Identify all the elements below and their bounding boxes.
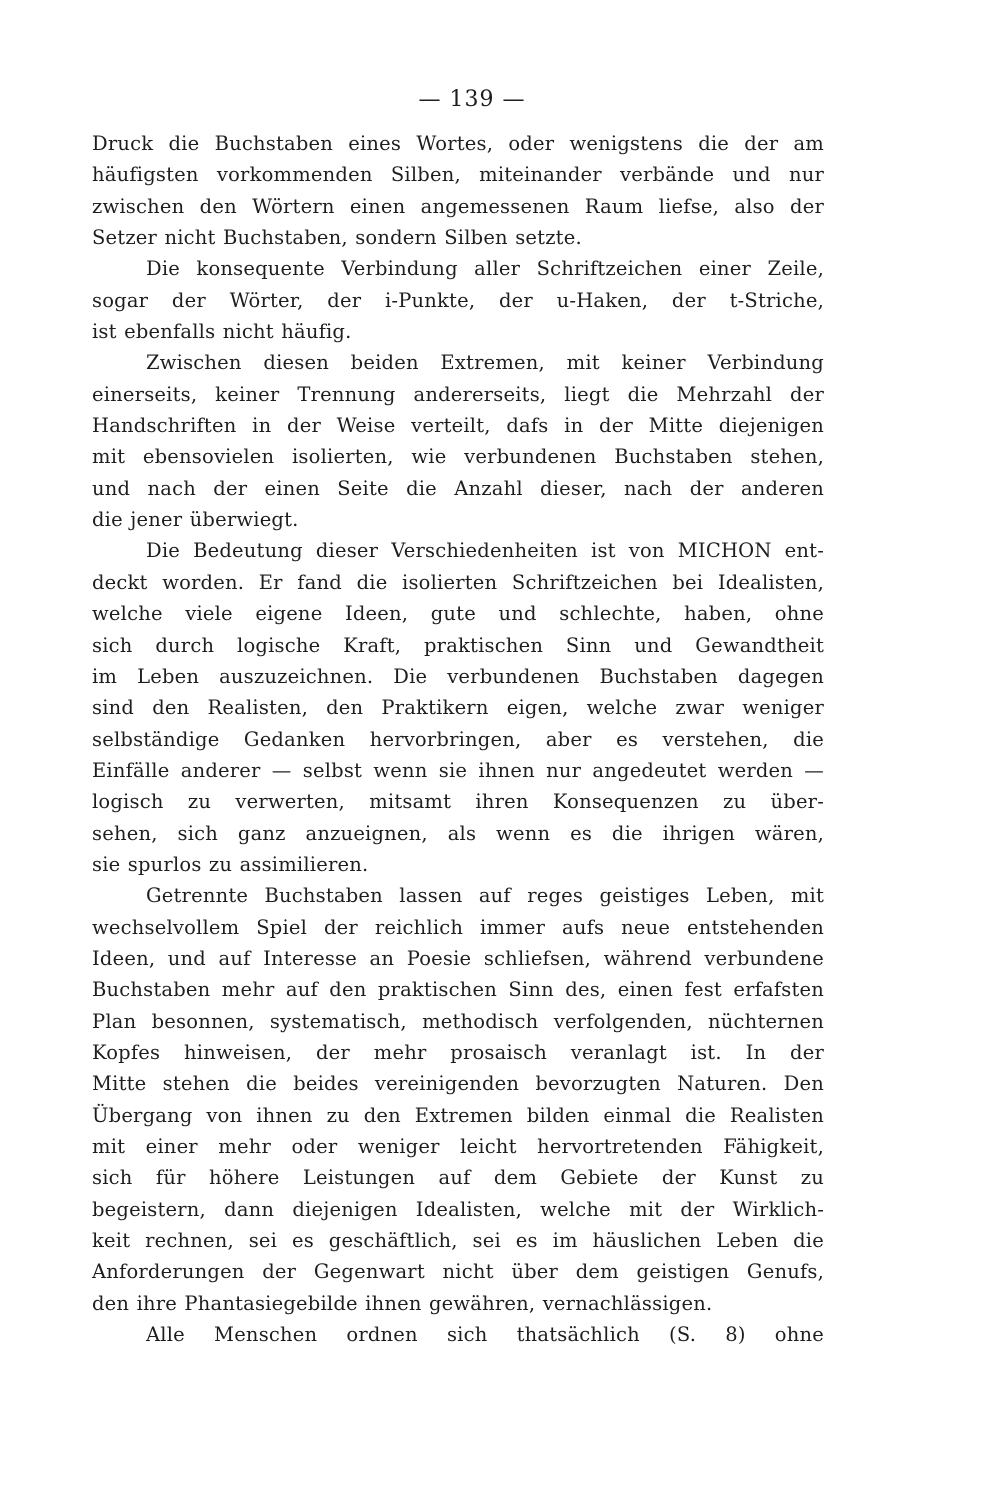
text-line: sie spurlos zu assimilieren. [92,852,369,876]
text-line: Druck die Buchstaben eines Wortes, oder wenigstens die der am [92,132,824,155]
text-line: Plan besonnen, systematisch, methodisch verfolgenden, nüchternen [92,1009,824,1033]
text-line: sogar der Wörter, der i-Punkte, der u-Haken, der t-Striche, [92,288,824,312]
text-line: ist ebenfalls nicht häufig. [92,320,352,344]
text-line: sehen, sich ganz anzueignen, als wenn es die ihrigen wären, [92,821,824,845]
text-line: sich für höhere Leistungen auf dem Gebiete der Kunst zu [92,1166,824,1190]
text-line: Buchstaben mehr auf den praktischen Sinn des, einen fest erfafsten [92,978,824,1002]
text-line: zwischen den Wörtern einen angemessenen Raum liefse, also der [92,194,824,218]
book-page [92,82,824,1350]
text-line: begeistern, dann diejenigen Idealisten, welche mit der Wirklich- [92,1197,824,1221]
text-line: den ihre Phantasiegebilde ihnen gewähren, vernachlässigen. [92,1291,713,1315]
text-line: welche viele eigene Ideen, gute und schlechte, haben, ohne [92,602,824,626]
text-line: Ideen, und auf Interesse an Poesie schliefsen, während verbundene [92,946,824,970]
text-line: Die konsequente Verbindung aller Schriftzeichen einer Zeile, [146,257,824,281]
text-line: mit ebensovielen isolierten, wie verbundenen Buchstaben stehen, [92,445,824,469]
text-line: im Leben auszuzeichnen. Die verbundenen Buchstaben dagegen [92,664,824,688]
text-line: wechselvollem Spiel der reichlich immer aufs neue entstehenden [92,915,824,939]
text-line: logisch zu verwerten, mitsamt ihren Konsequenzen zu über- [92,790,824,814]
text-line: sind den Realisten, den Praktikern eigen, welche zwar weniger [92,696,824,720]
text-line: keit rechnen, sei es geschäftlich, sei es im häuslichen Leben die [92,1229,824,1253]
text-line: deckt worden. Er fand die isolierten Schriftzeichen bei Idealisten, [92,570,824,594]
text-line: Einfälle anderer — selbst wenn sie ihnen nur angedeutet werden — [92,758,824,782]
text-line: selbständige Gedanken hervorbringen, aber es verstehen, die [92,727,824,751]
text-line: Übergang von ihnen zu den Extremen bilden einmal die Realisten [92,1103,824,1127]
text-line: sich durch logische Kraft, praktischen Sinn und Gewandtheit [92,633,824,657]
text-line: Alle Menschen ordnen sich thatsächlich (S. 8) ohne [146,1323,824,1347]
text-line: Setzer nicht Buchstaben, sondern Silben setzte. [92,226,582,250]
text-line: und nach der einen Seite die Anzahl dieser, nach der anderen [92,476,824,500]
text-line: häufigsten vorkommenden Silben, miteinander verbände und nur [92,163,824,187]
text-line: Anforderungen der Gegenwart nicht über dem geistigen Genufs, [92,1260,824,1284]
text-line: mit einer mehr oder weniger leicht hervortretenden Fähigkeit, [92,1135,824,1158]
text-line: Handschriften in der Weise verteilt, dafs in der Mitte diejenigen [92,414,824,438]
text-line: Zwischen diesen beiden Extremen, mit keiner Verbindung [146,351,824,375]
text-line: einerseits, keiner Trennung andererseits, liegt die Mehrzahl der [92,382,824,406]
text-line: Mitte stehen die beides vereinigenden bevorzugten Naturen. Den [92,1072,824,1096]
page-number: — 139 — [418,87,526,112]
text-line: die jener überwiegt. [92,508,299,532]
text-line: Kopfes hinweisen, der mehr prosaisch veranlagt ist. In der [92,1040,824,1064]
text-line: Getrennte Buchstaben lassen auf reges geistiges Leben, mit [146,884,824,908]
body-text [92,128,824,1350]
text-line: Die Bedeutung dieser Verschiedenheiten ist von MICHON ent- [146,539,824,563]
